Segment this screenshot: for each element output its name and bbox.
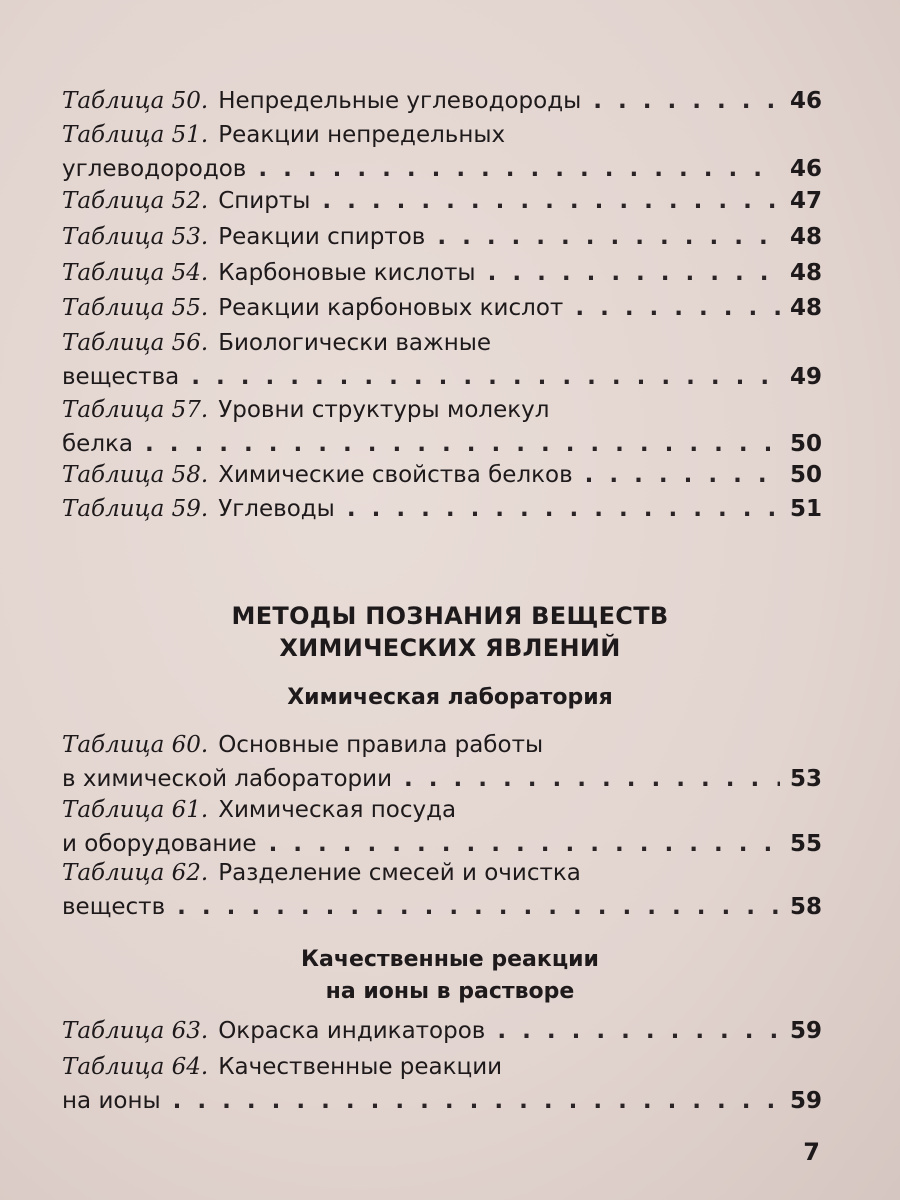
- entry-page: 59: [789, 1088, 822, 1114]
- entry-label: Таблица 54.: [62, 260, 209, 286]
- entry-title: Реакции спиртов: [218, 224, 426, 250]
- entry-page: 49: [789, 364, 822, 390]
- subsection-heading-ions-line2: на ионы в растворе: [325, 979, 575, 1004]
- entry-page: 50: [789, 462, 822, 488]
- entry-title: Реакции карбоновых кислот: [218, 295, 564, 321]
- toc-entry: [62, 492, 822, 526]
- entry-label: Таблица 62.: [62, 860, 209, 886]
- subsection-heading-lab: Химическая лаборатория: [287, 685, 613, 710]
- toc-entry: [62, 793, 822, 861]
- entry-label: Таблица 63.: [62, 1018, 209, 1044]
- entry-page: 48: [789, 260, 822, 286]
- entry-page: 58: [789, 894, 822, 920]
- entry-page: 53: [789, 766, 822, 792]
- entry-page: 59: [789, 1018, 822, 1044]
- entry-page: 46: [789, 88, 822, 114]
- entry-title: Разделение смесей и очистка: [218, 860, 581, 886]
- entry-label: Таблица 56.: [62, 330, 209, 356]
- entry-title-cont: углеводородов: [62, 156, 247, 182]
- entry-label: Таблица 53.: [62, 224, 209, 250]
- entry-title: Непредельные углеводороды: [218, 88, 582, 114]
- entry-label: Таблица 59.: [62, 496, 209, 522]
- section-heading: МЕТОДЫ ПОЗНАНИЯ ВЕЩЕСТВ: [231, 602, 669, 630]
- entry-label: Таблица 50.: [62, 88, 209, 114]
- entry-page: 48: [789, 224, 822, 250]
- entry-title-cont: вещества: [62, 364, 180, 390]
- toc-entry: [62, 326, 822, 394]
- entry-title: Карбоновые кислоты: [218, 260, 476, 286]
- entry-title: Биологически важные: [218, 330, 492, 356]
- toc-entry: [62, 393, 822, 461]
- leader-dots: [258, 152, 780, 186]
- leader-dots: [404, 762, 780, 796]
- leader-dots: [585, 458, 780, 492]
- toc-entry: [62, 856, 822, 924]
- toc-entry: [62, 220, 822, 254]
- entry-page: 47: [789, 188, 822, 214]
- toc-entry: [62, 728, 822, 796]
- entry-title: Спирты: [218, 188, 311, 214]
- entry-page: 50: [789, 431, 822, 457]
- entry-title: Химическая посуда: [218, 797, 457, 823]
- entry-page: 51: [789, 496, 822, 522]
- leader-dots: [173, 1084, 780, 1118]
- entry-title: Химические свойства белков: [218, 462, 573, 488]
- entry-page: 46: [789, 156, 822, 182]
- page-number: 7: [803, 1138, 820, 1166]
- entry-label: Таблица 55.: [62, 295, 209, 321]
- leader-dots: [347, 492, 780, 526]
- entry-title: Уровни структуры молекул: [218, 397, 550, 423]
- entry-title-cont: в химической лаборатории: [62, 766, 393, 792]
- toc-entry: [62, 291, 822, 325]
- entry-label: Таблица 58.: [62, 462, 209, 488]
- entry-label: Таблица 57.: [62, 397, 209, 423]
- leader-dots: [145, 427, 780, 461]
- entry-title-cont: веществ: [62, 894, 166, 920]
- entry-title: Реакции непредельных: [218, 122, 506, 148]
- entry-title: Качественные реакции: [218, 1054, 503, 1080]
- section-heading-line2: ХИМИЧЕСКИХ ЯВЛЕНИЙ: [279, 634, 621, 662]
- leader-dots: [177, 890, 780, 924]
- entry-label: Таблица 64.: [62, 1054, 209, 1080]
- toc-entry: [62, 184, 822, 218]
- entry-title: Окраска индикаторов: [218, 1018, 486, 1044]
- toc-entry: [62, 1050, 822, 1118]
- entry-label: Таблица 61.: [62, 797, 209, 823]
- entry-label: Таблица 60.: [62, 732, 209, 758]
- entry-title: Углеводы: [218, 496, 335, 522]
- leader-dots: [497, 1014, 780, 1048]
- leader-dots: [488, 256, 780, 290]
- leader-dots: [575, 291, 780, 325]
- toc-entry: [62, 458, 822, 492]
- entry-title: Основные правила работы: [218, 732, 544, 758]
- toc-entry: [62, 118, 822, 186]
- entry-page: 48: [789, 295, 822, 321]
- entry-label: Таблица 51.: [62, 122, 209, 148]
- leader-dots: [437, 220, 780, 254]
- entry-label: Таблица 52.: [62, 188, 209, 214]
- toc-entry: [62, 256, 822, 290]
- toc-entry: [62, 1014, 822, 1048]
- leader-dots: [191, 360, 780, 394]
- entry-title-cont: белка: [62, 431, 134, 457]
- subsection-heading-ions: Качественные реакции: [301, 947, 599, 972]
- entry-title-cont: и оборудование: [62, 831, 257, 857]
- leader-dots: [593, 84, 780, 118]
- entry-title-cont: на ионы: [62, 1088, 161, 1114]
- entry-page: 55: [789, 831, 822, 857]
- toc-entry: [62, 84, 822, 118]
- leader-dots: [322, 184, 780, 218]
